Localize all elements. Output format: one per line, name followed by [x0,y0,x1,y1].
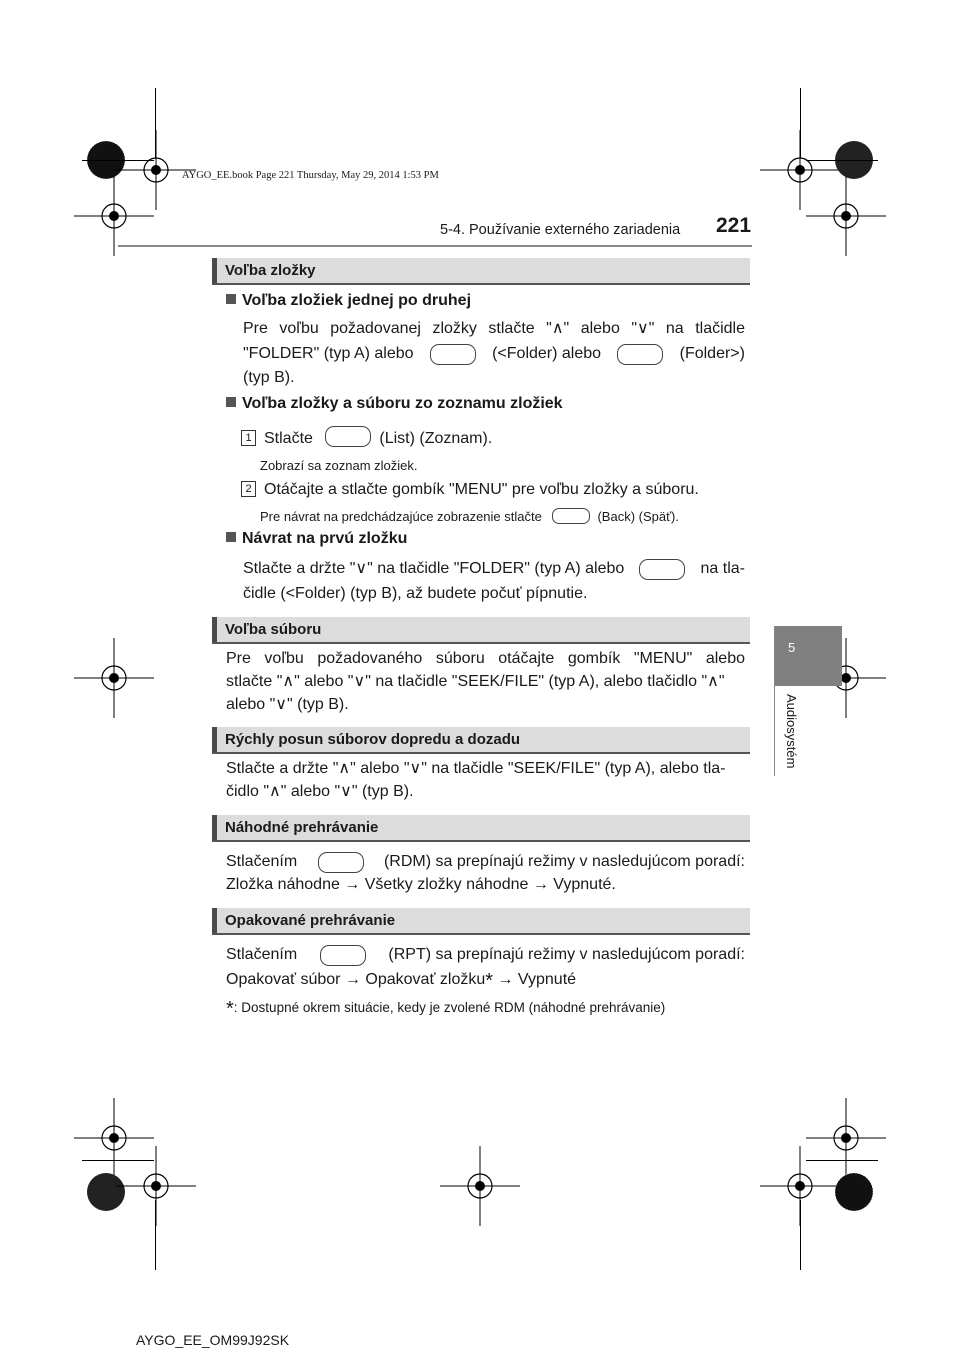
document-code: AYGO_EE_OM99J92SK [136,1332,290,1348]
crosshair-mark [440,1146,520,1226]
footnote-star: * [485,970,494,992]
crosshair-mark [74,176,154,256]
chapter-number: 5 [788,640,796,655]
page-number: 221 [716,214,752,237]
text-line: alebo "∨" (typ B). [226,696,349,713]
text-line: Stlačením (RDM) sa prepínajú režimy v nasledujúcom poradí: [226,850,745,874]
text-line: čidlo "∧" alebo "∨" (typ B). [226,783,414,800]
section-title-folder: Voľba zložky [225,262,316,279]
text-line: Zložka náhodne → Všetky zložky náhodne → Vypnuté. [226,876,616,893]
text-line: "FOLDER" (typ A) alebo (<Folder) alebo (Folder>) [243,342,745,366]
text-line: Opakovať súbor → Opakovať zložku* → Vypnuté [226,970,577,992]
step-2: 2 Otáčajte a stlačte gombík "MENU" pre voľbu zložky a súboru. [241,478,699,502]
subheading-folder-one-by-one: Voľba zložiek jednej po druhej [226,292,471,310]
folder-next-button-icon [617,344,663,365]
footnote: *: Dostupné okrem situácie, kedy je zvolené RDM (náhodné prehrávanie) [226,998,666,1020]
crosshair-mark [116,1146,196,1226]
section-title-random: Náhodné prehrávanie [225,819,379,836]
step-number: 1 [241,430,256,446]
section-header-fast [212,727,750,752]
section-header-folder [212,258,750,283]
text-line: Stlačením (RPT) sa prepínajú režimy v nasledujúcom poradí: [226,943,745,967]
crop-line [155,88,156,158]
crop-line [806,1160,878,1161]
section-title-repeat: Opakované prehrávanie [225,912,396,929]
step-1-note: Zobrazí sa zoznam zložiek. [260,458,418,473]
rpt-button-icon [320,945,366,966]
rdm-button-icon [318,852,364,873]
back-button-icon [552,508,590,524]
chapter-tab-line [774,626,775,776]
step-2-note: Pre návrat na predchádzajúce zobrazenie stlačte (Back) (Späť). [260,509,679,524]
section-header-repeat [212,908,750,933]
step-number: 2 [241,481,256,497]
file-stamp: AYGO_EE.book Page 221 Thursday, May 29, 2014 1:53 PM [182,170,439,181]
section-header-random [212,815,750,840]
section-header-file [212,617,750,642]
folder-prev-button-icon [430,344,476,365]
crosshair-mark [806,176,886,256]
subheading-folder-list: Voľba zložky a súboru zo zoznamu zložiek [226,395,563,413]
crop-line [800,88,801,158]
crosshair-mark [74,638,154,718]
crop-line [806,160,878,161]
section-title: 5-4. Používanie externého zariadenia [440,222,681,238]
chapter-label: Audiosystém [784,694,799,769]
text-line: Stlačte a držte "∨" na tlačidle "FOLDER" (typ A) alebo na tla- [243,557,745,581]
crop-line [800,1200,801,1270]
crop-line [155,1200,156,1270]
text-line: čidle (<Folder) (typ B), až budete počuť pípnutie. [243,585,588,602]
registration-mark-solid [814,1152,894,1232]
text-line: stlačte "∧" alebo "∨" na tlačidle "SEEK/FILE" (typ A), alebo tlačidlo "∧" [226,673,725,690]
header-rule [118,245,752,247]
text-line: (typ B). [243,369,295,386]
step-1: 1 Stlačte (List) (Zoznam). [241,426,492,451]
list-button-icon [325,426,371,447]
subheading-first-folder: Návrat na prvú zložku [226,530,407,548]
chapter-tab [774,626,842,686]
text-line: Pre voľbu požadovaného súboru otáčajte gombík "MENU" alebo [226,650,745,667]
section-title-file: Voľba súboru [225,621,322,638]
crop-line [82,1160,154,1161]
folder-prev-button-icon [639,559,685,580]
section-title-fast: Rýchly posun súborov dopredu a dozadu [225,731,521,748]
text-line: Pre voľbu požadovanej zložky stlačte "∧" alebo "∨" na tlačidle [243,320,745,337]
text-line: Stlačte a držte "∧" alebo "∨" na tlačidle "SEEK/FILE" (typ A), alebo tla- [226,760,726,777]
crop-line [82,160,154,161]
